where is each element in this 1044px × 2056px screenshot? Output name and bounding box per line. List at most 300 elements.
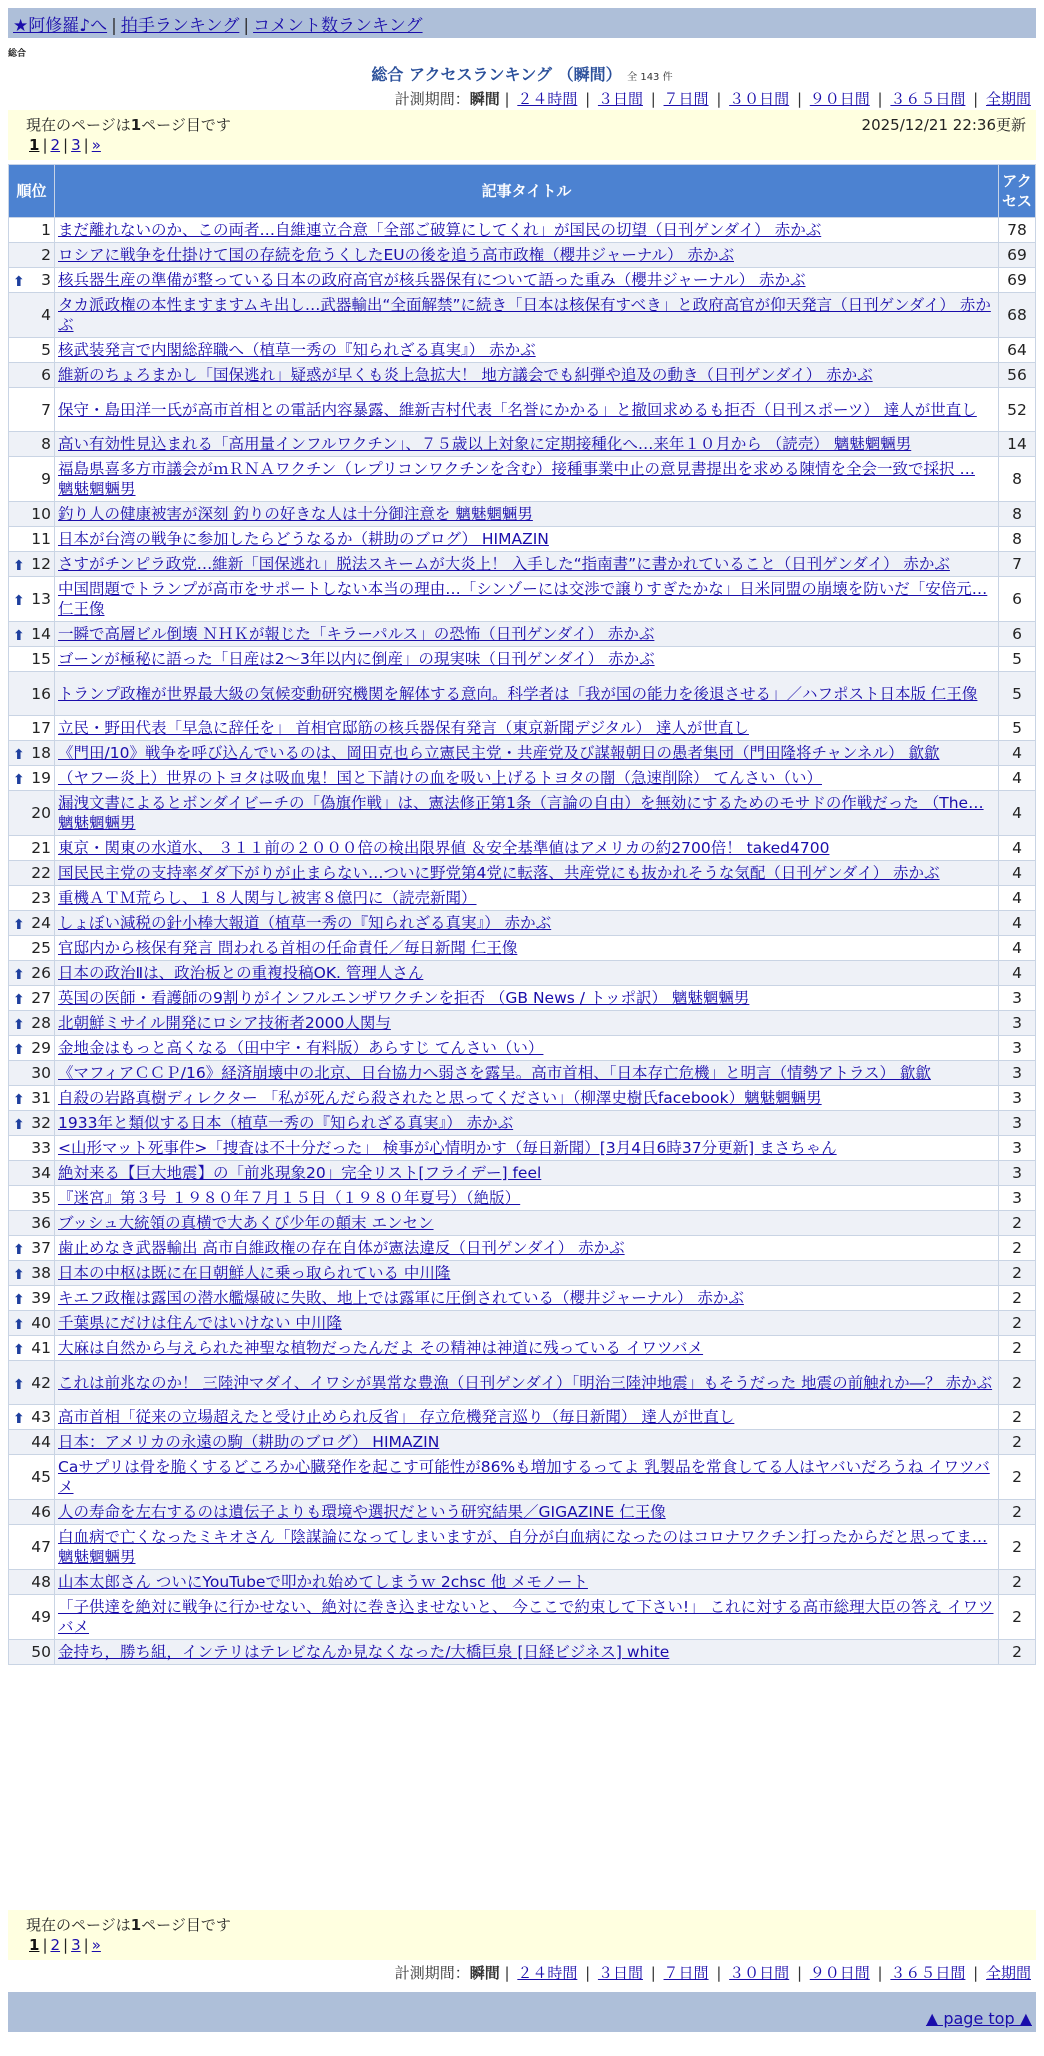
rank-number: 18 bbox=[31, 744, 51, 762]
access-count: 3 bbox=[999, 1011, 1036, 1036]
title-cell bbox=[55, 432, 999, 457]
rank-number: 9 bbox=[41, 470, 51, 488]
title-cell bbox=[55, 502, 999, 527]
access-count: 64 bbox=[999, 338, 1036, 363]
table-row bbox=[9, 1011, 1036, 1036]
rank-number: 48 bbox=[31, 1573, 51, 1591]
article-title-link[interactable]: 大麻は自然から与えられた神聖な植物だったんだよ その精神は神道に残っている イワツバメ bbox=[58, 1339, 704, 1357]
table-row bbox=[9, 1455, 1036, 1500]
rank-number: 32 bbox=[31, 1114, 51, 1132]
table-row bbox=[9, 1161, 1036, 1186]
rank-cell bbox=[9, 1595, 55, 1640]
rank-number: 1 bbox=[41, 221, 51, 239]
rank-cell bbox=[9, 243, 55, 268]
article-title-link[interactable]: 維新のちょろまかし「国保逃れ」疑惑が早くも炎上急拡大！ 地方議会でも糾弾や追及の動き（日刊ゲンダイ） 赤かぶ bbox=[58, 366, 873, 384]
rank-cell bbox=[9, 886, 55, 911]
access-count: 3 bbox=[999, 1186, 1036, 1211]
title-cell bbox=[55, 1525, 999, 1570]
article-title-link[interactable]: 重機ＡＴＭ荒らし、１８人関与し被害８億円に（読売新聞） bbox=[58, 889, 477, 907]
period-option-link[interactable]: ７日間 bbox=[663, 1964, 709, 1982]
up-arrow-icon: ⬆ bbox=[13, 1117, 25, 1133]
period-option-link[interactable]: ２４時間 bbox=[517, 90, 578, 108]
rank-number: 37 bbox=[31, 1239, 51, 1257]
access-count: 3 bbox=[999, 1161, 1036, 1186]
pager-separator: | bbox=[42, 136, 48, 154]
article-title-link[interactable]: タカ派政権の本性ますますムキ出し…武器輸出“全面解禁”に続き「日本は核保有すべき」と政府高官が仰天発言（日刊ゲンダイ） 赤かぶ bbox=[58, 296, 991, 334]
top-nav-bar bbox=[8, 8, 1036, 38]
rank-number: 26 bbox=[31, 964, 51, 982]
rank-cell bbox=[9, 293, 55, 338]
access-count: 2 bbox=[999, 1236, 1036, 1261]
table-row bbox=[9, 432, 1036, 457]
rank-number: 43 bbox=[31, 1408, 51, 1426]
rank-number: 46 bbox=[31, 1503, 51, 1521]
title-cell bbox=[55, 338, 999, 363]
rank-cell bbox=[9, 647, 55, 672]
title-cell bbox=[55, 1186, 999, 1211]
article-title-link[interactable]: ゴーンが極秘に語った「日産は2〜3年以内に倒産」の現実味（日刊ゲンダイ） 赤かぶ bbox=[58, 650, 655, 668]
table-row bbox=[9, 1111, 1036, 1136]
article-title-link[interactable]: 保守・島田洋一氏が高市首相との電話内容暴露、維新吉村代表「名誉にかかる」と撤回求めるも拒否（日刊スポーツ） 達人が世直し bbox=[58, 400, 977, 419]
period-option-link[interactable]: ３６５日間 bbox=[890, 90, 966, 108]
article-title-link[interactable]: 一瞬で高層ビル倒壊 ＮＨＫが報じた「キラーパルス」の恐怖（日刊ゲンダイ） 赤かぶ bbox=[58, 625, 655, 643]
title-cell bbox=[55, 647, 999, 672]
period-label: 計測期間： bbox=[394, 90, 470, 108]
table-row bbox=[9, 1405, 1036, 1430]
article-title-link[interactable]: これは前兆なのか！ 三陸沖マダイ、イワシが異常な豊漁（日刊ゲンダイ）「明治三陸沖地震」もそうだった 地震の前触れか―？ 赤かぶ bbox=[58, 1373, 993, 1392]
rank-number: 28 bbox=[31, 1014, 51, 1032]
access-count: 8 bbox=[999, 457, 1036, 502]
table-row bbox=[9, 1261, 1036, 1286]
period-separator: | bbox=[968, 1964, 983, 1982]
article-title-link[interactable]: 金地金はもっと高くなる（田中宇・有料版）あらすじ てんさい（い） bbox=[58, 1039, 544, 1057]
rank-cell bbox=[9, 986, 55, 1011]
access-count: 56 bbox=[999, 363, 1036, 388]
rank-number: 31 bbox=[31, 1089, 51, 1107]
up-arrow-icon: ⬆ bbox=[13, 1242, 25, 1258]
rank-cell bbox=[9, 1261, 55, 1286]
article-title-link[interactable]: 官邸内から核保有発言 問われる首相の任命責任／毎日新聞 仁王像 bbox=[58, 939, 518, 957]
table-row bbox=[9, 293, 1036, 338]
table-row bbox=[9, 766, 1036, 791]
period-option-link[interactable]: ３０日間 bbox=[729, 90, 790, 108]
pager-links bbox=[26, 136, 1026, 154]
period-option-link[interactable]: 全期間 bbox=[985, 90, 1031, 108]
pager-status-suffix: ページ目です bbox=[141, 1916, 231, 1934]
pager-status-row bbox=[26, 1914, 1026, 1936]
access-count: 5 bbox=[999, 647, 1036, 672]
access-count: 8 bbox=[999, 527, 1036, 552]
rank-number: 29 bbox=[31, 1039, 51, 1057]
rank-number: 49 bbox=[31, 1608, 51, 1626]
article-title-link[interactable]: （ヤフー炎上）世界のトヨタは吸血鬼！国と下請けの血を吸い上げるトヨタの闇（急速削除） てんさい（い） bbox=[58, 769, 822, 787]
period-separator: | bbox=[872, 90, 888, 108]
rank-cell bbox=[9, 1011, 55, 1036]
title-cell bbox=[55, 243, 999, 268]
access-count: 3 bbox=[999, 1111, 1036, 1136]
article-title-link[interactable]: 東京・関東の水道水、 ３１１前の２０００倍の検出限界値 ＆安全基準値はアメリカの約2700倍！ taked4700 bbox=[58, 839, 830, 857]
table-row bbox=[9, 936, 1036, 961]
access-count: 4 bbox=[999, 836, 1036, 861]
period-option-link[interactable]: ３日間 bbox=[597, 1964, 643, 1982]
up-arrow-icon: ⬆ bbox=[13, 1376, 25, 1393]
table-row bbox=[9, 672, 1036, 716]
rank-cell bbox=[9, 577, 55, 622]
period-option-link[interactable]: ９０日間 bbox=[809, 1964, 870, 1982]
rank-number: 40 bbox=[31, 1314, 51, 1332]
period-separator: | bbox=[711, 1964, 727, 1982]
rank-cell bbox=[9, 1086, 55, 1111]
period-option-link[interactable]: ２４時間 bbox=[517, 1964, 578, 1982]
access-count: 2 bbox=[999, 1261, 1036, 1286]
up-arrow-icon: ⬆ bbox=[13, 967, 25, 983]
title-cell bbox=[55, 672, 999, 716]
article-title-link[interactable]: 金持ち，勝ち組，インテリはテレビなんか見なくなった/大橋巨泉 [日経ビジネス] white bbox=[58, 1643, 670, 1661]
rank-cell bbox=[9, 457, 55, 502]
rank-cell bbox=[9, 1161, 55, 1186]
table-header-row bbox=[9, 165, 1036, 218]
article-title-link[interactable]: 人の寿命を左右するのは遺伝子よりも環境や選択だという研究結果／GIGAZINE 仁王像 bbox=[58, 1503, 666, 1521]
table-row bbox=[9, 1640, 1036, 1665]
table-row bbox=[9, 986, 1036, 1011]
pager-status-prefix: 現在のページは bbox=[26, 1916, 131, 1934]
access-count: 3 bbox=[999, 986, 1036, 1011]
rank-cell bbox=[9, 1036, 55, 1061]
table-row bbox=[9, 388, 1036, 432]
rank-cell bbox=[9, 1405, 55, 1430]
rank-cell bbox=[9, 1361, 55, 1405]
rank-number: 35 bbox=[31, 1189, 51, 1207]
article-title-link[interactable]: 「子供達を絶対に戦争に行かせない、絶対に巻き込ませないと、 今ここで約束して下さい!」 これに対する高市総理大臣の答え イワツバメ bbox=[58, 1598, 994, 1636]
rank-column-header: 順位 bbox=[9, 165, 55, 218]
rank-number: 25 bbox=[31, 939, 51, 957]
table-row bbox=[9, 338, 1036, 363]
rank-cell bbox=[9, 1111, 55, 1136]
pager-top bbox=[8, 110, 1036, 160]
up-arrow-icon: ⬆ bbox=[13, 772, 25, 788]
rank-cell bbox=[9, 791, 55, 836]
access-count: 6 bbox=[999, 622, 1036, 647]
period-separator: | bbox=[580, 1964, 595, 1982]
title-cell bbox=[55, 986, 999, 1011]
up-arrow-icon: ⬆ bbox=[13, 628, 25, 644]
rank-number: 16 bbox=[31, 684, 51, 703]
article-title-link[interactable]: 《マフィアＣＣＰ/16》経済崩壊中の北京、日台協力へ弱さを露呈。高市首相、「日本存亡危機」と明言（情勢アトラス） 歙歙 bbox=[58, 1064, 931, 1082]
table-row bbox=[9, 1061, 1036, 1086]
title-cell bbox=[55, 1261, 999, 1286]
table-row bbox=[9, 268, 1036, 293]
rank-cell bbox=[9, 1211, 55, 1236]
rank-number: 42 bbox=[31, 1373, 51, 1392]
table-row bbox=[9, 1236, 1036, 1261]
access-count: 69 bbox=[999, 243, 1036, 268]
title-cell bbox=[55, 911, 999, 936]
article-title-link[interactable]: <山形マット死事件>「捜査は不十分だった」 検事が心情明かす（毎日新聞）[3月4日6時37分更新] まさちゃん bbox=[58, 1139, 837, 1157]
period-separator: | bbox=[499, 90, 515, 108]
access-count: 4 bbox=[999, 936, 1036, 961]
article-title-link[interactable]: 高い有効性見込まれる「高用量インフルワクチン」、７５歳以上対象に定期接種化へ…来年１０月から （読売） 魑魅魍魎男 bbox=[58, 435, 912, 453]
access-count: 2 bbox=[999, 1595, 1036, 1640]
period-separator: | bbox=[580, 90, 595, 108]
article-title-link[interactable]: 日本の政治Ⅱは、政治板との重複投稿OK. 管理人さん bbox=[58, 964, 424, 982]
table-row bbox=[9, 1525, 1036, 1570]
period-selector-bottom bbox=[395, 1962, 1034, 1983]
rank-number: 15 bbox=[31, 650, 51, 668]
title-cell bbox=[55, 1405, 999, 1430]
up-arrow-icon: ⬆ bbox=[13, 558, 25, 574]
period-option-link[interactable]: ７日間 bbox=[663, 90, 709, 108]
table-row bbox=[9, 552, 1036, 577]
table-row bbox=[9, 861, 1036, 886]
article-title-link[interactable]: 英国の医師・看護師の9割りがインフルエンザワクチンを拒否 （GB News / トッポ訳） 魑魅魍魎男 bbox=[58, 989, 750, 1007]
rank-number: 45 bbox=[31, 1468, 51, 1486]
period-option-link[interactable]: ９０日間 bbox=[809, 90, 870, 108]
pager-status-page: 1 bbox=[130, 116, 142, 134]
access-count: 5 bbox=[999, 672, 1036, 716]
article-title-link[interactable]: キエフ政権は露国の潜水艦爆破に失敗、地上では露軍に圧倒されている（櫻井ジャーナル） 赤かぶ bbox=[58, 1289, 744, 1307]
period-separator: | bbox=[711, 90, 727, 108]
article-title-link[interactable]: 白血病で亡くなったミキオさん「陰謀論になってしまいますが、自分が白血病になったのはコロナワクチン打ったからだと思ってま… 魑魅魍魎男 bbox=[58, 1528, 988, 1566]
access-count: 2 bbox=[999, 1525, 1036, 1570]
rank-cell bbox=[9, 836, 55, 861]
table-row bbox=[9, 836, 1036, 861]
article-title-link[interactable]: 絶対来る【巨大地震】の「前兆現象20」完全リスト[フライデー] feel bbox=[58, 1164, 542, 1182]
article-title-link[interactable]: トランプ政権が世界最大級の気候変動研究機関を解体する意向。科学者は「我が国の能力を後退させる」／ハフポスト日本版 仁王像 bbox=[58, 684, 978, 703]
period-separator: | bbox=[645, 1964, 661, 1982]
up-arrow-icon: ⬆ bbox=[13, 1342, 25, 1358]
table-row bbox=[9, 1211, 1036, 1236]
rank-cell bbox=[9, 363, 55, 388]
rank-number: 33 bbox=[31, 1139, 51, 1157]
article-title-link[interactable]: さすがチンピラ政党…維新「国保逃れ」脱法スキームが大炎上！ 入手した“指南書”に書かれていること（日刊ゲンダイ） 赤かぶ bbox=[58, 555, 950, 573]
title-cell bbox=[55, 1595, 999, 1640]
access-count: 4 bbox=[999, 886, 1036, 911]
rank-number: 50 bbox=[31, 1643, 51, 1661]
rank-number: 13 bbox=[31, 590, 51, 608]
rank-number: 3 bbox=[41, 271, 51, 289]
pager-page-link[interactable]: 2 bbox=[50, 136, 61, 154]
rank-cell bbox=[9, 716, 55, 741]
article-title-link[interactable]: ロシアに戦争を仕掛けて国の存続を危うくしたEUの後を追う高市政権（櫻井ジャーナル） 赤かぶ bbox=[58, 246, 734, 264]
pager-page-link[interactable]: 2 bbox=[50, 1936, 61, 1954]
page-top-link[interactable]: ▲ page top ▲ bbox=[925, 2009, 1032, 2028]
pager-status-prefix: 現在のページは bbox=[26, 116, 131, 134]
table-row bbox=[9, 1036, 1036, 1061]
article-title-link[interactable]: 国民民主党の支持率ダダ下がりが止まらない…ついに野党第4党に転落、共産党にも抜かれそうな気配（日刊ゲンダイ） 赤かぶ bbox=[58, 864, 940, 882]
period-option-link[interactable]: ３日間 bbox=[597, 90, 643, 108]
article-title-link[interactable]: 北朝鮮ミサイル開発にロシア技術者2000人関与 bbox=[58, 1014, 391, 1032]
title-cell bbox=[55, 716, 999, 741]
period-option-link[interactable]: 全期間 bbox=[985, 1964, 1031, 1982]
nav-separator: | bbox=[243, 16, 250, 36]
title-cell bbox=[55, 1640, 999, 1665]
rank-number: 34 bbox=[31, 1164, 51, 1182]
period-option-link[interactable]: ３０日間 bbox=[729, 1964, 790, 1982]
ranking-title: 総合 アクセスランキング （瞬間） bbox=[371, 65, 622, 84]
article-title-link[interactable]: まだ離れないのか、この両者…自維連立合意「全部ご破算にしてくれ」が国民の切望（日刊ゲンダイ） 赤かぶ bbox=[58, 221, 822, 239]
rank-cell bbox=[9, 1061, 55, 1086]
access-count: 2 bbox=[999, 1640, 1036, 1665]
title-cell bbox=[55, 293, 999, 338]
rank-number: 4 bbox=[41, 306, 51, 324]
article-title-link[interactable]: 《門田/10》戦争を呼び込んでいるのは、岡田克也ら立憲民主党・共産党及び謀報朝日の愚者集団（門田隆将チャンネル） 歙歙 bbox=[58, 744, 940, 762]
up-arrow-icon: ⬆ bbox=[13, 1411, 25, 1427]
rank-number: 12 bbox=[31, 555, 51, 573]
rank-cell bbox=[9, 502, 55, 527]
rank-number: 7 bbox=[41, 400, 51, 419]
pager-separator: | bbox=[83, 1936, 89, 1954]
pager-page-link[interactable]: 3 bbox=[71, 136, 81, 154]
title-cell bbox=[55, 886, 999, 911]
rank-number: 41 bbox=[31, 1339, 51, 1357]
pager-separator: | bbox=[63, 136, 69, 154]
rank-number: 39 bbox=[31, 1289, 51, 1307]
access-count: 2 bbox=[999, 1286, 1036, 1311]
nav-separator: | bbox=[111, 16, 117, 36]
rank-number: 24 bbox=[31, 914, 51, 932]
rank-cell bbox=[9, 268, 55, 293]
article-title-link[interactable]: 自殺の岩路真樹ディレクター 「私が死んだら殺されたと思ってください」（柳澤史樹氏facebook）魑魅魍魎男 bbox=[58, 1089, 822, 1107]
article-title-link[interactable]: しょぼい減税の針小棒大報道（植草一秀の『知られざる真実』） 赤かぶ bbox=[58, 914, 552, 932]
rank-cell bbox=[9, 432, 55, 457]
table-row bbox=[9, 1136, 1036, 1161]
article-title-link[interactable]: 中国問題でトランプが高市をサポートしない本当の理由…「シンゾーには交渉で譲りすぎたかな」日米同盟の崩壊を防いだ「安倍元… 仁王像 bbox=[58, 580, 988, 618]
table-row bbox=[9, 1336, 1036, 1361]
period-current: 瞬間 bbox=[469, 1964, 500, 1982]
rank-cell bbox=[9, 338, 55, 363]
article-title-link[interactable]: 福島県喜多方市議会がｍＲＮＡワクチン（レプリコンワクチンを含む）接種事業中止の意見書提出を求める陳情を全会一致で採択 … 魑魅魍魎男 bbox=[58, 460, 975, 498]
article-title-link[interactable]: 『迷宮』第３号 １９８０年７月１５日（１９８０年夏号）（絶版） bbox=[58, 1189, 521, 1207]
up-arrow-icon: ⬆ bbox=[13, 1042, 25, 1058]
rank-cell bbox=[9, 672, 55, 716]
table-row bbox=[9, 886, 1036, 911]
rank-cell bbox=[9, 218, 55, 243]
article-title-link[interactable]: 日本が台湾の戦争に参加したらどうなるか（耕助のブログ） HIMAZIN bbox=[58, 530, 549, 548]
access-count: 2 bbox=[999, 1455, 1036, 1500]
table-row bbox=[9, 1361, 1036, 1405]
asyura-home-link[interactable]: ★阿修羅♪へ bbox=[13, 16, 108, 36]
rank-cell bbox=[9, 1525, 55, 1570]
rank-cell bbox=[9, 1186, 55, 1211]
title-cell bbox=[55, 622, 999, 647]
title-cell bbox=[55, 527, 999, 552]
rank-cell bbox=[9, 527, 55, 552]
article-title-link[interactable]: 漏洩文書によるとボンダイビーチの「偽旗作戦」は、憲法修正第1条（言論の自由）を無効にするためのモサドの作戦だった （The… 魑魅魍魎男 bbox=[58, 794, 984, 832]
comment-ranking-link[interactable]: コメント数ランキング bbox=[253, 16, 423, 36]
rank-cell bbox=[9, 741, 55, 766]
title-cell bbox=[55, 363, 999, 388]
article-title-link[interactable]: 高市首相「従来の立場超えたと受け止められ反省」 存立危機発言巡り（毎日新聞） 達人が世直し bbox=[58, 1408, 735, 1426]
pager-page-link[interactable]: 3 bbox=[71, 1936, 81, 1954]
up-arrow-icon: ⬆ bbox=[13, 1292, 25, 1308]
title-cell bbox=[55, 1430, 999, 1455]
access-column-header: アクセス bbox=[999, 165, 1036, 218]
rank-cell bbox=[9, 766, 55, 791]
access-count: 14 bbox=[999, 432, 1036, 457]
article-title-link[interactable]: 1933年と類似する日本（植草一秀の『知られざる真実』） 赤かぶ bbox=[58, 1114, 514, 1132]
article-title-link[interactable]: 釣り人の健康被害が深刻 釣りの好きな人は十分御注意を 魑魅魍魎男 bbox=[58, 505, 533, 523]
rank-cell bbox=[9, 936, 55, 961]
rank-cell bbox=[9, 911, 55, 936]
pager-links bbox=[26, 1936, 1026, 1954]
title-cell bbox=[55, 791, 999, 836]
article-title-link[interactable]: 核兵器生産の準備が整っている日本の政府高官が核兵器保有について語った重み（櫻井ジャーナル） 赤かぶ bbox=[58, 271, 806, 289]
applause-ranking-link[interactable]: 拍手ランキング bbox=[120, 16, 240, 36]
article-title-link[interactable]: ブッシュ大統領の真横で大あくび少年の顛末 エンセン bbox=[58, 1214, 434, 1232]
up-arrow-icon: ⬆ bbox=[13, 747, 25, 763]
article-title-link[interactable]: 核武装発言で内閣総辞職へ（植草一秀の『知られざる真実』） 赤かぶ bbox=[58, 341, 536, 359]
title-cell bbox=[55, 1336, 999, 1361]
pager-current-page: 1 bbox=[29, 136, 40, 154]
access-count: 2 bbox=[999, 1336, 1036, 1361]
access-count: 4 bbox=[999, 791, 1036, 836]
up-arrow-icon: ⬆ bbox=[13, 1017, 25, 1033]
article-title-link[interactable]: 日本：アメリカの永遠の駒（耕助のブログ） HIMAZIN bbox=[58, 1433, 440, 1451]
rank-cell bbox=[9, 1311, 55, 1336]
rank-cell bbox=[9, 1136, 55, 1161]
title-column-header: 記事タイトル bbox=[55, 165, 999, 218]
article-title-link[interactable]: 歯止めなき武器輸出 高市自維政権の存在自体が憲法違反（日刊ゲンダイ） 赤かぶ bbox=[58, 1239, 625, 1257]
access-count: 4 bbox=[999, 911, 1036, 936]
title-cell bbox=[55, 1111, 999, 1136]
up-arrow-icon: ⬆ bbox=[13, 593, 25, 609]
access-count: 78 bbox=[999, 218, 1036, 243]
access-count: 69 bbox=[999, 268, 1036, 293]
access-count: 6 bbox=[999, 577, 1036, 622]
title-cell bbox=[55, 1361, 999, 1405]
article-title-link[interactable]: Caサプリは骨を脆くするどころか心臓発作を起こす可能性が86%も増加するってよ 乳製品を常食してる人はヤバいだろうね イワツバメ bbox=[58, 1458, 990, 1496]
table-row bbox=[9, 1286, 1036, 1311]
table-row bbox=[9, 741, 1036, 766]
rank-number: 47 bbox=[31, 1538, 51, 1556]
period-separator: | bbox=[968, 90, 983, 108]
pager-next-link[interactable]: » bbox=[91, 1936, 101, 1954]
article-title-link[interactable]: 山本太郎さん ついにYouTubeで叩かれ始めてしまうｗ 2chsc 他 メモノート bbox=[58, 1573, 588, 1591]
table-row bbox=[9, 243, 1036, 268]
access-count: 3 bbox=[999, 1136, 1036, 1161]
title-cell bbox=[55, 388, 999, 432]
access-count: 5 bbox=[999, 716, 1036, 741]
article-title-link[interactable]: 千葉県にだけは住んではいけない 中川隆 bbox=[58, 1314, 342, 1332]
title-cell bbox=[55, 1286, 999, 1311]
pager-current-page: 1 bbox=[29, 1936, 40, 1954]
article-title-link[interactable]: 日本の中枢は既に在日朝鮮人に乗っ取られている 中川隆 bbox=[58, 1264, 451, 1282]
access-count: 2 bbox=[999, 1405, 1036, 1430]
access-count: 52 bbox=[999, 388, 1036, 432]
pager-status-suffix: ページ目です bbox=[141, 116, 231, 134]
pager-next-link[interactable]: » bbox=[91, 136, 101, 154]
access-count: 3 bbox=[999, 1036, 1036, 1061]
table-row bbox=[9, 577, 1036, 622]
table-row bbox=[9, 647, 1036, 672]
up-arrow-icon: ⬆ bbox=[13, 992, 25, 1008]
title-cell bbox=[55, 836, 999, 861]
pager-separator: | bbox=[42, 1936, 48, 1954]
page-title bbox=[0, 62, 1044, 85]
rank-number: 11 bbox=[31, 530, 51, 548]
title-cell bbox=[55, 1311, 999, 1336]
access-count: 2 bbox=[999, 1311, 1036, 1336]
title-cell bbox=[55, 1011, 999, 1036]
rank-number: 30 bbox=[31, 1064, 51, 1082]
title-cell bbox=[55, 268, 999, 293]
rank-number: 44 bbox=[31, 1433, 51, 1451]
period-option-link[interactable]: ３６５日間 bbox=[890, 1964, 966, 1982]
rank-cell bbox=[9, 1455, 55, 1500]
rank-cell bbox=[9, 1640, 55, 1665]
up-arrow-icon: ⬆ bbox=[13, 917, 25, 933]
article-title-link[interactable]: 立民・野田代表「早急に辞任を」 首相官邸筋の核兵器保有発言（東京新聞デジタル） 達人が世直し bbox=[58, 719, 749, 737]
